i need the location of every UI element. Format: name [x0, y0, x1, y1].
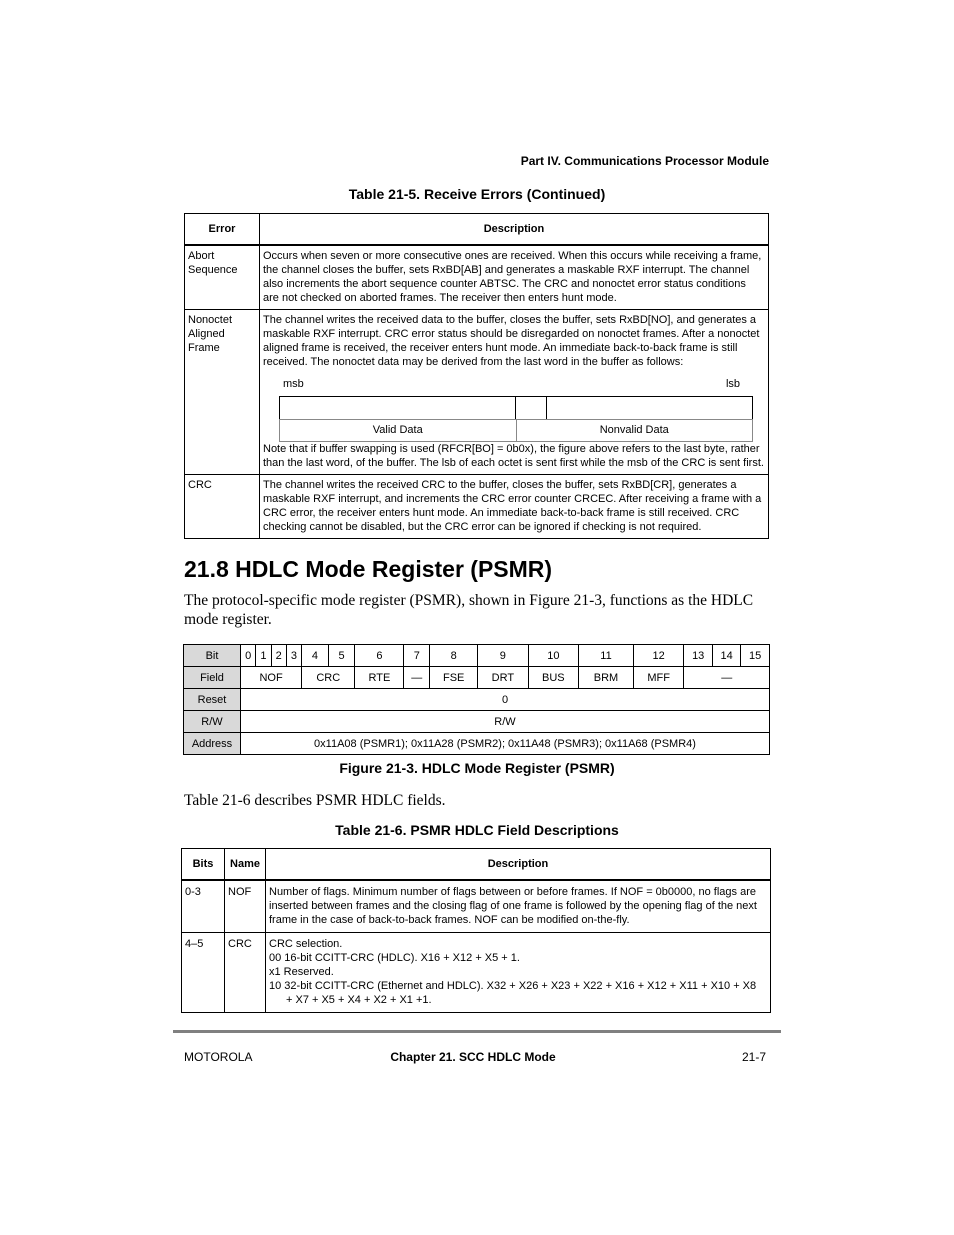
field-row [184, 667, 770, 689]
field-nof: NOF [241, 667, 302, 689]
bits-cell: 4–5 [182, 933, 225, 1013]
field-reserved: — [684, 667, 770, 689]
bit-number: 6 [355, 645, 404, 667]
rw-row [184, 711, 770, 733]
address-value: 0x11A08 (PSMR1); 0x11A28 (PSMR2); 0x11A48 (PSMR3); 0x11A68 (PSMR4) [241, 733, 770, 755]
divider [515, 397, 516, 419]
divider [546, 397, 547, 419]
bit-number: 2 [271, 645, 286, 667]
note-text: Note that if buffer swapping is used (RFCR[BO] = 0b0x), the figure above refers to the last byte, rather than the last word, of the buffer. The lsb of each octet is sent first while the msb of the CRC is sent first. [263, 443, 764, 469]
error-cell: Abort Sequence [185, 245, 260, 310]
description-line: CRC selection. [269, 938, 343, 950]
figure-caption: Figure 21-3. HDLC Mode Register (PSMR) [339, 760, 615, 776]
table-row [185, 475, 769, 539]
description-cell: The channel writes the received CRC to the buffer, closes the buffer, sets RxBD[CR], generates a maskable RXF interrupt, and increments the CRC error counter CRCEC. After receiving a frame with a CRC error, the receiver enters hunt mode. An immediate back-to-back frame is still received. CRC checking cannot be disabled, but the CRC error can be ignored if checking is not required. [260, 475, 769, 539]
row-label: Field [184, 667, 241, 689]
intro-paragraph: The protocol-specific mode register (PSMR), shown in Figure 21-3, functions as the HDLC mode register. [184, 592, 754, 628]
error-cell: Nonoctet Aligned Frame [185, 310, 260, 475]
bit-row [184, 645, 770, 667]
bit-number: 0 [241, 645, 256, 667]
bit-number: 15 [741, 645, 770, 667]
bit-number: 11 [579, 645, 634, 667]
column-header-description: Description [260, 214, 769, 246]
description-cell [260, 310, 769, 475]
field-drt: DRT [478, 667, 528, 689]
description-cell: Number of flags. Minimum number of flags between or before frames. If NOF = 0b0000, no flags are inserted between frames and the closing flag of one frame is followed by the opening flag of the next frame in the case of back-to-back frames. NOF can be modified on-the-fly. [266, 880, 771, 933]
psmr-register-figure [183, 644, 770, 755]
valid-data-label: Valid Data [280, 420, 517, 441]
psmr-field-descriptions-table [181, 848, 771, 1013]
bit-number: 10 [528, 645, 579, 667]
field-fse: FSE [430, 667, 478, 689]
column-header-bits: Bits [182, 849, 225, 881]
describes-paragraph: Table 21-6 describes PSMR HDLC fields. [184, 792, 446, 809]
field-reserved: — [404, 667, 430, 689]
description-line: 10 32-bit CCITT-CRC (Ethernet and HDLC). X32 + X26 + X23 + X22 + X16 + X12 + X11 + X10 + X8 [269, 980, 757, 992]
field-brm: BRM [579, 667, 634, 689]
bits-cell: 0-3 [182, 880, 225, 933]
name-cell: CRC [225, 933, 266, 1013]
bit-number: 9 [478, 645, 528, 667]
rw-value: R/W [241, 711, 770, 733]
table-row [182, 933, 771, 1013]
bit-number: 3 [286, 645, 301, 667]
description-cell [266, 933, 771, 1013]
bit-number: 14 [712, 645, 740, 667]
field-bus: BUS [528, 667, 579, 689]
footer-chapter: Chapter 21. SCC HDLC Mode [390, 1050, 556, 1064]
msb-label: msb [283, 378, 304, 390]
name-cell: NOF [225, 880, 266, 933]
description-cell: Occurs when seven or more consecutive ones are received. When this occurs while receiving a frame, the channel closes the buffer, sets RxBD[AB] and generates a maskable RXF interrupt. The channel also increments the abort sequence counter ABTSC. The CRC and nonoctet error status conditions are not checked on aborted frames. The receiver then enters hunt mode. [260, 245, 769, 310]
row-label: Bit [184, 645, 241, 667]
table-row [185, 310, 769, 475]
reset-row [184, 689, 770, 711]
field-crc: CRC [302, 667, 355, 689]
column-header-description: Description [266, 849, 771, 881]
data-word-bar [279, 396, 753, 419]
row-label: R/W [184, 711, 241, 733]
lsb-label: lsb [725, 378, 740, 390]
description-line: 00 16-bit CCITT-CRC (HDLC). X16 + X12 + X5 + 1. [269, 952, 520, 964]
table-caption: Table 21-6. PSMR HDLC Field Descriptions [335, 822, 619, 838]
reset-value: 0 [241, 689, 770, 711]
bit-number: 8 [430, 645, 478, 667]
description-line: + X7 + X5 + X4 + X2 + X1 +1. [286, 994, 432, 1006]
page-number: 21-7 [741, 1050, 766, 1064]
section-heading: 21.8 HDLC Mode Register (PSMR) [184, 556, 553, 582]
column-header-error: Error [185, 214, 260, 246]
data-labels [279, 419, 753, 442]
bit-number: 4 [302, 645, 329, 667]
footer-rule [173, 1030, 781, 1033]
field-rte: RTE [355, 667, 404, 689]
address-row [184, 733, 770, 755]
table-row [185, 245, 769, 310]
nonvalid-data-label: Nonvalid Data [599, 424, 669, 436]
row-label: Reset [184, 689, 241, 711]
description-line: x1 Reserved. [269, 966, 334, 978]
nonoctet-data-diagram [263, 373, 764, 439]
bit-number: 7 [404, 645, 430, 667]
running-head: Part IV. Communications Processor Module [520, 154, 769, 168]
bit-number: 1 [256, 645, 271, 667]
receive-errors-table [184, 213, 769, 539]
column-header-name: Name [225, 849, 266, 881]
bit-number: 5 [328, 645, 355, 667]
row-label: Address [184, 733, 241, 755]
table-caption: Table 21-5. Receive Errors (Continued) [348, 186, 606, 202]
description-text: The channel writes the received data to the buffer, closes the buffer, sets RxBD[NO], and generates a maskable RXF interrupt. CRC error status should be disregarded on nonoctet frames. After a nonoctet aligned frame is received, the receiver enters hunt mode. An immediate back-to-back frame is still received. The nonoctet data may be derived from the last word in the buffer as follows: [263, 314, 760, 368]
bit-number: 12 [633, 645, 684, 667]
bit-number: 13 [684, 645, 712, 667]
field-mff: MFF [633, 667, 684, 689]
table-row [182, 880, 771, 933]
footer-left: MOTOROLA [184, 1050, 253, 1064]
error-cell: CRC [185, 475, 260, 539]
